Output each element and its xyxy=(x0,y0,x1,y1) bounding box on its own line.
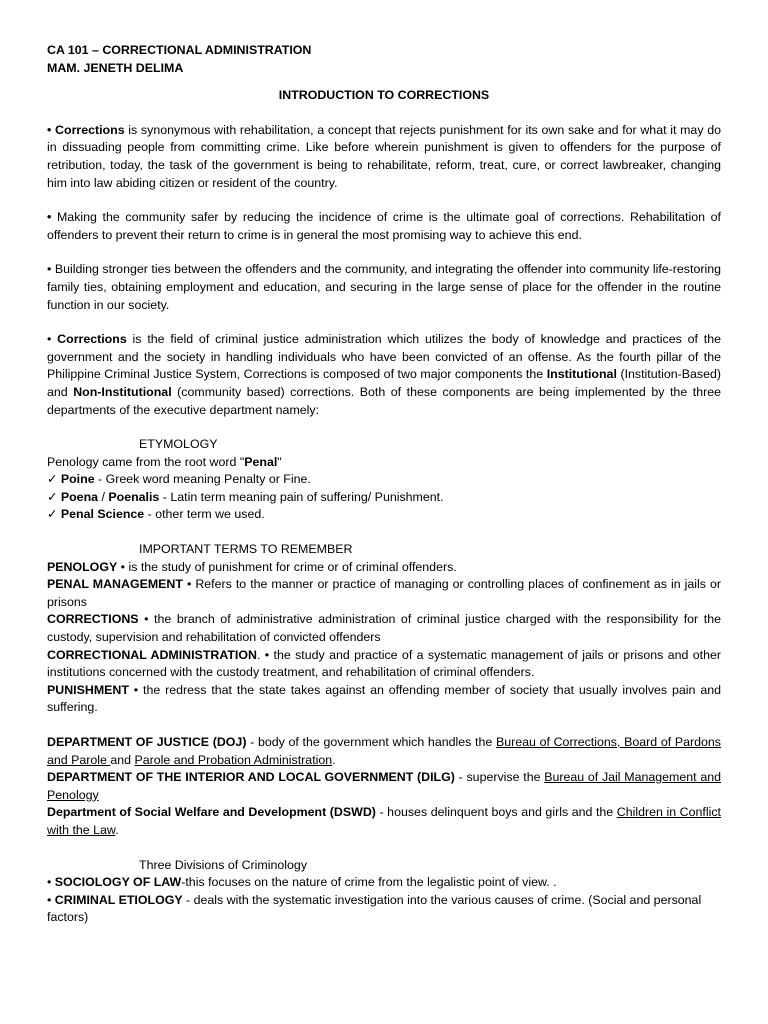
paragraph-text: is synonymous with rehabilitation, a concept that rejects punishment for its own sake and for what it may do in dissuading people from committing crime. Like before wherein punishment is given to offenders for the purpose of retribution, today, the task of the government is being to rehabilitate, reform, treat, cure, or correct lawbreaker, changing him into law abiding citizen or resident of the country. xyxy=(47,122,721,190)
term: Penal Science xyxy=(60,507,145,522)
term: CRIMINAL ETIOLOGY xyxy=(54,892,183,907)
etymology-item xyxy=(47,471,721,489)
etymology-item xyxy=(47,506,721,524)
department-doj xyxy=(47,734,721,769)
term: PENOLOGY xyxy=(47,559,118,574)
course-title: CA 101 – CORRECTIONAL ADMINISTRATION xyxy=(47,43,312,57)
paragraph-text: Building stronger ties between the offenders and the community, and integrating the offender into community life-restoring family ties, obtaining employment and education, and securing in the large sense of place for the offender in the routine function in our society. xyxy=(47,262,721,312)
paragraph-text: is the field of criminal justice administration which utilizes the body of knowledge and practices of the government and the society in handling individuals who have been convicted of an offense. As the fourth pillar of the Philippine Criminal Justice System, Corrections is composed of two major components the xyxy=(47,332,721,382)
department-text: . xyxy=(332,752,336,767)
term: PUNISHMENT xyxy=(47,682,129,697)
etymology-item xyxy=(47,489,721,507)
definition: • the redress that the state takes against an offending member of society that usually involves pain and suffering. xyxy=(47,682,721,715)
paragraph-1 xyxy=(47,122,721,192)
term-item xyxy=(47,559,721,577)
department-dilg xyxy=(47,769,721,804)
bullet: • xyxy=(47,332,52,347)
term: PENAL MANAGEMENT xyxy=(47,577,183,592)
agency-link[interactable]: Parole and Probation Administration xyxy=(134,752,333,767)
bullet: • xyxy=(47,262,52,277)
divisions-heading: Three Divisions of Criminology xyxy=(139,857,308,872)
department-name: DEPARTMENT OF THE INTERIOR AND LOCAL GOVERNMENT (DILG) xyxy=(47,770,455,785)
definition: • Refers to the manner or practice of managing or controlling places of confinement as in jails or prisons xyxy=(47,577,722,609)
check-icon: ✓ xyxy=(47,472,58,487)
term-item xyxy=(47,647,721,682)
paragraph-4 xyxy=(47,331,721,419)
etymology-heading: ETYMOLOGY xyxy=(139,437,218,452)
item-text: - Greek word meaning Penalty or Fine. xyxy=(94,472,311,487)
term: CORRECTIONAL ADMINISTRATION xyxy=(47,647,257,662)
bullet: • xyxy=(47,875,52,890)
bullet: • xyxy=(47,892,52,907)
division-item xyxy=(47,892,721,927)
paragraph-2 xyxy=(47,209,721,244)
term: Poena xyxy=(60,489,99,504)
department-text: . xyxy=(115,822,119,837)
item-text: - other term we used. xyxy=(144,507,265,522)
definition: • the branch of administrative administration of criminal justice charged with the responsibility for the custody, supervision and rehabilitation of convicted offenders xyxy=(47,612,721,645)
term: Penal xyxy=(244,454,278,469)
term: Poine xyxy=(60,472,95,487)
paragraph-text: (Institution-Based) and xyxy=(47,367,721,399)
instructor-name: MAM. JENETH DELIMA xyxy=(47,60,184,75)
item-text: - Latin term meaning pain of suffering/ Punishment. xyxy=(159,489,444,504)
intro-text: Penology came from the root word " xyxy=(47,454,245,469)
agency-link[interactable]: Children in Conflict with the Law xyxy=(47,805,721,837)
definition: . • the study and practice of a systematic management of jails or prisons and other institutions concerned with the custody treatment, and rehabilitation of criminal offenders. xyxy=(47,647,721,680)
paragraph-text: Making the community safer by reducing the incidence of crime is the ultimate goal of corrections. Rehabilitation of offenders to prevent their return to crime is in general the most promising way to achieve this end. xyxy=(47,210,721,242)
department-dswd xyxy=(47,804,721,839)
term: Corrections xyxy=(55,122,125,137)
etymology-intro xyxy=(47,454,721,472)
division-text: - deals with the systematic investigation into the various causes of crime. (Social and personal factors) xyxy=(47,892,702,925)
term-item xyxy=(47,576,721,611)
check-icon: ✓ xyxy=(47,507,58,522)
department-text: - supervise the xyxy=(454,770,545,785)
term: CORRECTIONS xyxy=(47,612,139,627)
department-text: and xyxy=(110,752,135,767)
definition: • is the study of punishment for crime or of criminal offenders. xyxy=(117,559,457,574)
term: Corrections xyxy=(57,332,127,347)
department-text: - body of the government which handles the xyxy=(246,735,496,749)
term-item xyxy=(47,611,721,646)
department-name: DEPARTMENT OF JUSTICE (DOJ) xyxy=(47,735,247,749)
paragraph-3 xyxy=(47,261,721,314)
term: Institutional xyxy=(546,367,617,382)
term-item xyxy=(47,682,721,717)
agency-link[interactable]: Bureau of Jail Management and Penology xyxy=(47,770,721,802)
separator: / xyxy=(98,489,109,504)
bullet: • xyxy=(47,122,52,137)
division-item xyxy=(47,874,721,892)
bullet: • xyxy=(47,210,52,225)
department-name: Department of Social Welfare and Development (DSWD) xyxy=(47,805,376,820)
agency-link[interactable]: Bureau of Corrections, Board of Pardons and Parole xyxy=(47,735,722,767)
division-text: -this focuses on the nature of crime from the legalistic point of view. . xyxy=(181,875,557,890)
check-icon: ✓ xyxy=(47,489,58,504)
intro-text: " xyxy=(277,454,282,469)
page-title: INTRODUCTION TO CORRECTIONS xyxy=(278,88,490,103)
terms-heading: IMPORTANT TERMS TO REMEMBER xyxy=(139,542,353,557)
term: Non-Institutional xyxy=(73,384,172,399)
paragraph-text: (community based) corrections. Both of these components are being implemented by the three departments of the executive department namely: xyxy=(47,384,721,417)
term: SOCIOLOGY OF LAW xyxy=(54,875,182,890)
department-text: - houses delinquent boys and girls and the xyxy=(375,805,617,820)
term: Poenalis xyxy=(108,489,160,504)
